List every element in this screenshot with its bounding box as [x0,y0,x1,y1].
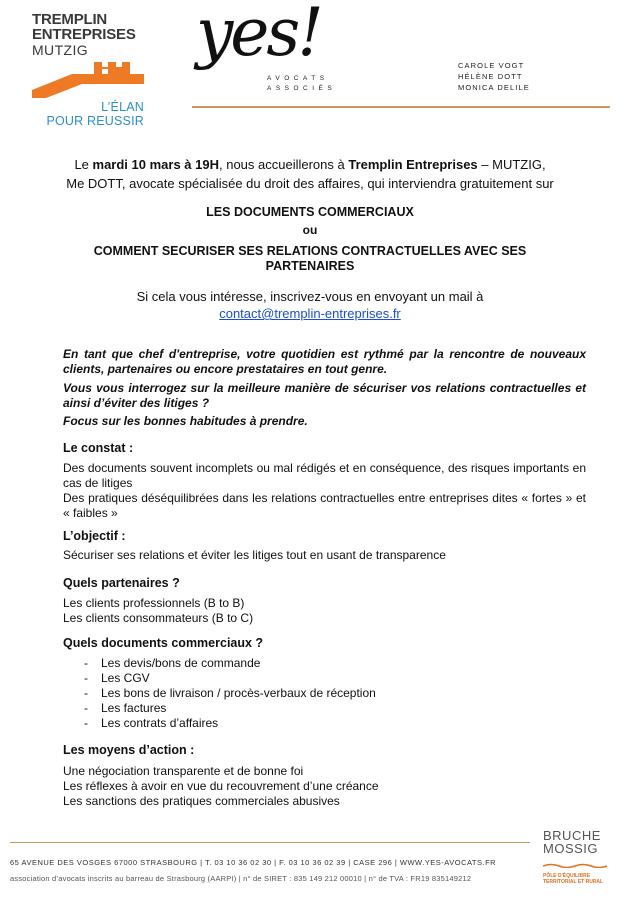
moyens-line-2: Les réflexes à avoir en vue du recouvrement d’une créance [63,779,379,793]
partner-name: MONICA DELILE [458,83,530,92]
invite-text: Si cela vous intéresse, inscrivez-vous en envoyant un mail à [136,289,484,304]
list-item-text: Les bons de livraison / procès-verbaux de réception [101,686,376,700]
moyens-line-3: Les sanctions des pratiques commerciales abusives [63,794,340,808]
list-item [63,671,586,686]
footer-address: 65 AVENUE DES VOSGES 67000 STRASBOURG | T. 03 10 36 02 30 | F. 03 10 36 02 39 | CASE 296 | WWW.YES-AVOCATS.FR [10,858,497,867]
section-body-constat [63,461,586,521]
lead-text: Vous vous interrogez sur la meilleure manière de sécuriser vos relations contractuelles et ainsi d’éviter des litiges ? [63,381,586,410]
bullet-dash: - [84,656,88,670]
footer-legal: association d’avocats inscrits au barreau de Strasbourg (AARPI) | n° de SIRET : 835 149 212 00010 | n° de TVA : FR19 835149212 [10,874,472,883]
header-divider [192,106,610,108]
partenaires-line-2: Les clients consommateurs (B to C) [63,611,254,625]
bruche-logo-line2: MOSSIG [543,841,599,856]
objectif-paragraph: Sécuriser ses relations et éviter les litiges tout en usant de transparence [63,548,446,562]
list-item [63,656,586,671]
tremplin-logo [32,12,144,128]
section-heading-partenaires: Quels partenaires ? [63,576,180,590]
section-body-partenaires [63,596,586,626]
bruche-logo-wave [543,863,609,868]
event-date: mardi 10 mars à 19H [92,157,219,172]
tremplin-logo-graphic [32,60,144,100]
list-item-text: Les devis/bons de commande [101,656,261,670]
section-heading-constat: Le constat : [63,441,134,455]
bullet-dash: - [84,686,88,700]
list-item [63,701,586,716]
list-item-text: Les contrats d’affaires [101,716,219,730]
section-heading-moyens: Les moyens d’action : [63,743,195,757]
lead-text: Focus sur les bonnes habitudes à prendre. [63,414,308,428]
intro-text-part: – MUTZIG, [477,157,546,172]
partner-name: HÉLÈNE DOTT [458,72,523,81]
tremplin-slogan-1: L’ÉLAN [101,100,144,114]
list-item [63,686,586,701]
bruche-logo-line3: PÔLE D'ÉQUILIBRE [543,873,591,879]
main-title: LES DOCUMENTS COMMERCIAUX [206,205,414,219]
intro-line-2: Me DOTT, avocate spécialisée du droit des affaires, qui interviendra gratuitement sur [66,176,554,191]
tremplin-slogan-2: POUR REUSSIR [46,114,144,128]
moyens-line-1: Une négociation transparente et de bonne foi [63,764,304,778]
lead-paragraph-1 [63,347,586,377]
section-body-moyens [63,764,586,809]
list-item-text: Les CGV [101,671,150,685]
section-body-objectif [63,548,586,563]
bullet-dash: - [84,716,88,730]
partners-list [458,60,530,93]
bruche-logo-line4: TERRITORIAL ET RURAL [543,879,604,885]
tremplin-logo-line2: ENTREPRISES [32,26,136,43]
yes-logo-sub-associes: ASSOCIÉS [267,85,337,92]
bruche-mossig-logo [543,829,609,885]
event-place: Tremplin Entreprises [348,157,478,172]
yes-logo-sub-avocats: AVOCATS [267,75,329,82]
list-item-text: Les factures [101,701,167,715]
alt-title-line-1: COMMENT SECURISER SES RELATIONS CONTRACTUELLES AVEC SES [93,244,527,258]
partenaires-line-1: Les clients professionnels (B to B) [63,596,245,610]
alt-title [40,244,580,274]
yes-avocats-logo [190,0,390,106]
intro-text [40,155,580,193]
intro-text-part: Le [74,157,93,172]
list-item [63,716,586,731]
documents-list [63,656,586,731]
tremplin-logo-line3: MUTZIG [32,42,89,58]
intro-line-1 [40,155,580,174]
invite-block [40,288,580,322]
bullet-dash: - [84,671,88,685]
yes-logo-word: yes! [196,0,321,71]
alt-title-line-2: PARTENAIRES [265,259,355,273]
yes-logo-subtitle [267,74,336,94]
bruche-logo-line1: BRUCHE [543,828,601,843]
lead-text: En tant que chef d'entreprise, votre quotidien est rythmé par la rencontre de nouveaux clients, partenaires ou encore prestataires en tout genre. [63,347,586,376]
constat-paragraph-2: Des pratiques déséquilibrées dans les relations contractuelles entre entreprises dites « fortes » et « faibles » [63,491,586,520]
footer-divider [10,842,530,843]
section-heading-objectif: L’objectif : [63,529,126,543]
title-separator: ou [302,223,318,237]
bullet-dash: - [84,701,88,715]
section-body-documents [63,656,586,731]
lead-paragraph-3 [63,414,586,429]
lead-paragraph-2 [63,381,586,411]
contact-email-link[interactable]: contact@tremplin-entreprises.fr [219,306,401,321]
intro-text-part: , nous accueillerons à [218,157,349,172]
constat-paragraph-1: Des documents souvent incomplets ou mal rédigés et en conséquence, des risques importants en cas de litiges [63,461,586,490]
section-heading-documents: Quels documents commerciaux ? [63,636,264,650]
partner-name: CAROLE VOGT [458,61,525,70]
tremplin-logo-line1: TREMPLIN [32,11,108,28]
